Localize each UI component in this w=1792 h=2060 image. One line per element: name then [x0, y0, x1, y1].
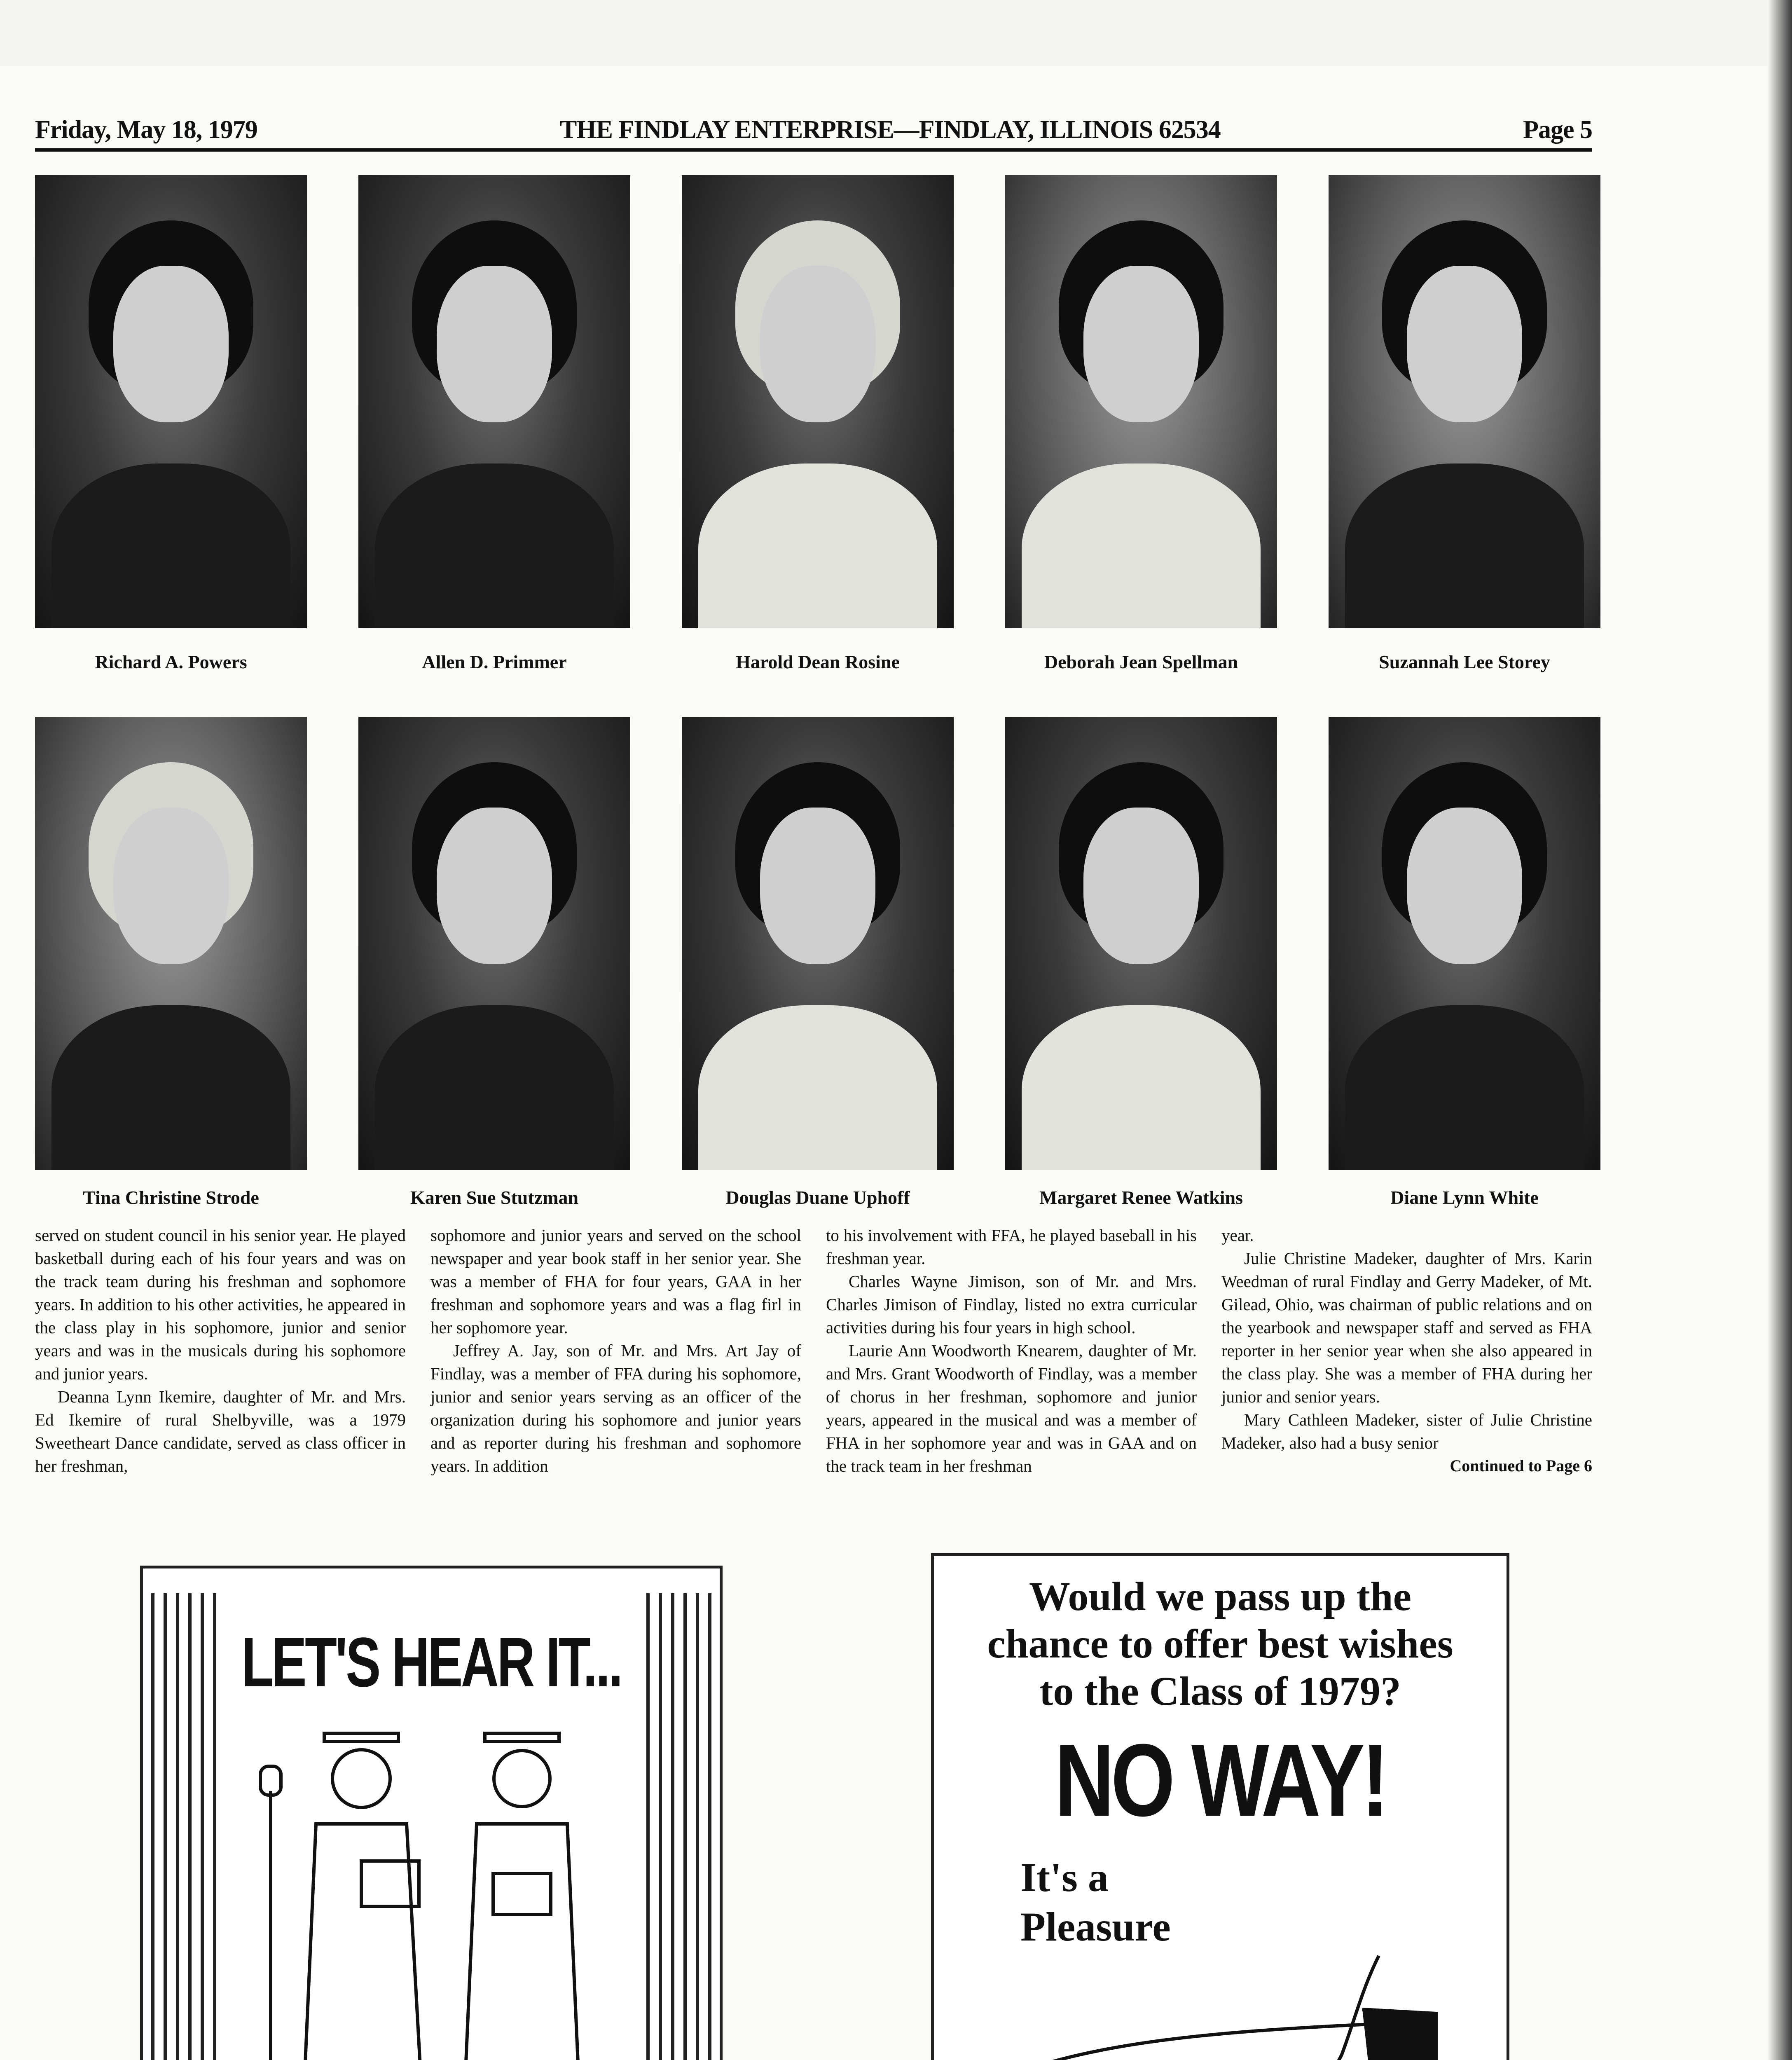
headline-line: to the Class of 1979? [1039, 1668, 1401, 1714]
portrait-caption: Allen D. Primmer [422, 651, 567, 672]
page-edge-shadow [1767, 0, 1792, 2060]
portrait-captions-row-1 [35, 651, 1600, 673]
portrait-photo [682, 175, 954, 628]
portrait-photo [682, 717, 954, 1170]
article-column-3 [826, 1224, 1197, 1545]
article-paragraph: to his involvement with FFA, he played baseball in his freshman year. [826, 1226, 1197, 1268]
article-column-4 [1221, 1224, 1592, 1545]
curtain-right-icon [696, 1593, 711, 2060]
ad-no-way: NO WAY! [1055, 1723, 1386, 1838]
portrait-caption: Douglas Duane Uphoff [725, 1187, 910, 1208]
portrait-photo [358, 175, 630, 628]
portrait-caption: Deborah Jean Spellman [1044, 651, 1238, 672]
pleasure-line: It's a [1020, 1854, 1109, 1900]
portrait-photo [35, 717, 307, 1170]
portrait-photo [1005, 717, 1277, 1170]
portrait-photo [1005, 175, 1277, 628]
article-paragraph: year. [1221, 1226, 1254, 1245]
article-paragraph: Deanna Lynn Ikemire, daughter of Mr. and Mrs. Ed Ikemire of rural Shelbyville, was a 1979 Sweetheart Dance candidate, served as class officer in her freshman, [35, 1387, 406, 1475]
continued-notice: Continued to Page 6 [1450, 1456, 1592, 1475]
portrait-caption: Margaret Renee Watkins [1039, 1187, 1243, 1208]
masthead-publication: THE FINDLAY ENTERPRISE—FINDLAY, ILLINOIS 62534 [560, 115, 1221, 144]
portrait-caption: Tina Christine Strode [83, 1187, 259, 1208]
headline-line: Would we pass up the [1029, 1573, 1412, 1619]
article-column-1 [35, 1224, 406, 1545]
masthead [35, 111, 1592, 152]
ad-headline [934, 1573, 1507, 1715]
article-paragraph: Laurie Ann Woodworth Knearem, daughter of Mr. and Mrs. Grant Woodworth of Findlay, was a member of chorus in her freshman, sophomore and junior years, appeared in the musical and was a member of FHA in her sophomore year and was in GAA and on the track team in her freshman [826, 1341, 1197, 1475]
ad-headline: LET'S HEAR IT... [241, 1623, 621, 1702]
curtain-left-icon [151, 1593, 167, 2060]
article-paragraph: served on student council in his senior year. He played basketball during each of his four years and was on the track team during his freshman and sophomore years. In addition to his other activities, he appeared in the class play in his sophomore, junior and senior years and was in the musicals during his sophomore and junior years. [35, 1226, 406, 1383]
article-paragraph: Julie Christine Madeker, daughter of Mrs. Karin Weedman of rural Findlay and Gerry Madeker, of Mt. Gilead, Ohio, was chairman of public relations and on the yearbook and newspaper staff and served as FHA reporter in her senior year when she also appeared in the class play. She was a member of FHA during her junior and senior years. [1221, 1249, 1592, 1406]
masthead-page-number: Page 5 [1523, 115, 1592, 144]
portrait-caption: Karen Sue Stutzman [410, 1187, 579, 1208]
portrait-row-2 [35, 717, 1600, 1170]
graduates-illustration-icon [254, 1717, 608, 2060]
portrait-photo [358, 717, 630, 1170]
portrait-caption: Harold Dean Rosine [736, 651, 900, 672]
curtain-left-icon [201, 1593, 216, 2060]
portrait-caption: Suzannah Lee Storey [1379, 651, 1550, 672]
livergood-grain-ad [140, 1566, 723, 2060]
portrait-photo [35, 175, 307, 628]
masthead-date: Friday, May 18, 1979 [35, 115, 257, 144]
portrait-row-1 [35, 175, 1600, 628]
article-paragraph: Mary Cathleen Madeker, sister of Julie Christine Madeker, also had a busy senior [1221, 1410, 1592, 1452]
ad-pleasure-text [1020, 1853, 1171, 1952]
headline-line: chance to offer best wishes [987, 1621, 1453, 1667]
findlay-savings-ad [931, 1553, 1509, 2060]
portrait-captions-row-2 [35, 1187, 1600, 1208]
page-top-margin [0, 0, 1792, 66]
pleasure-line: Pleasure [1020, 1904, 1171, 1950]
portrait-caption: Diane Lynn White [1390, 1187, 1539, 1208]
curtain-left-icon [176, 1593, 192, 2060]
article-paragraph: Charles Wayne Jimison, son of Mr. and Mrs. Charles Jimison of Findlay, listed no extra curricular activities during his four years in high school. [826, 1272, 1197, 1337]
article-paragraph: sophomore and junior years and served on the school newspaper and year book staff in her senior year. She was a member of FHA for four years, GAA in her freshman and sophomore years and was a flag firl in her sophomore year. [430, 1226, 801, 1337]
curtain-right-icon [671, 1593, 687, 2060]
article-column-2 [430, 1224, 801, 1545]
article-columns [35, 1224, 1592, 1545]
article-paragraph: Jeffrey A. Jay, son of Mr. and Mrs. Art Jay of Findlay, was a member of FFA during his sophomore, junior and senior years serving as an officer of the organization during his sophomore and junior years and as reporter during his freshman and sophomore years. In addition [430, 1341, 801, 1475]
portrait-photo [1329, 717, 1600, 1170]
portrait-photo [1329, 175, 1600, 628]
curtain-right-icon [646, 1593, 662, 2060]
portrait-caption: Richard A. Powers [95, 651, 247, 672]
